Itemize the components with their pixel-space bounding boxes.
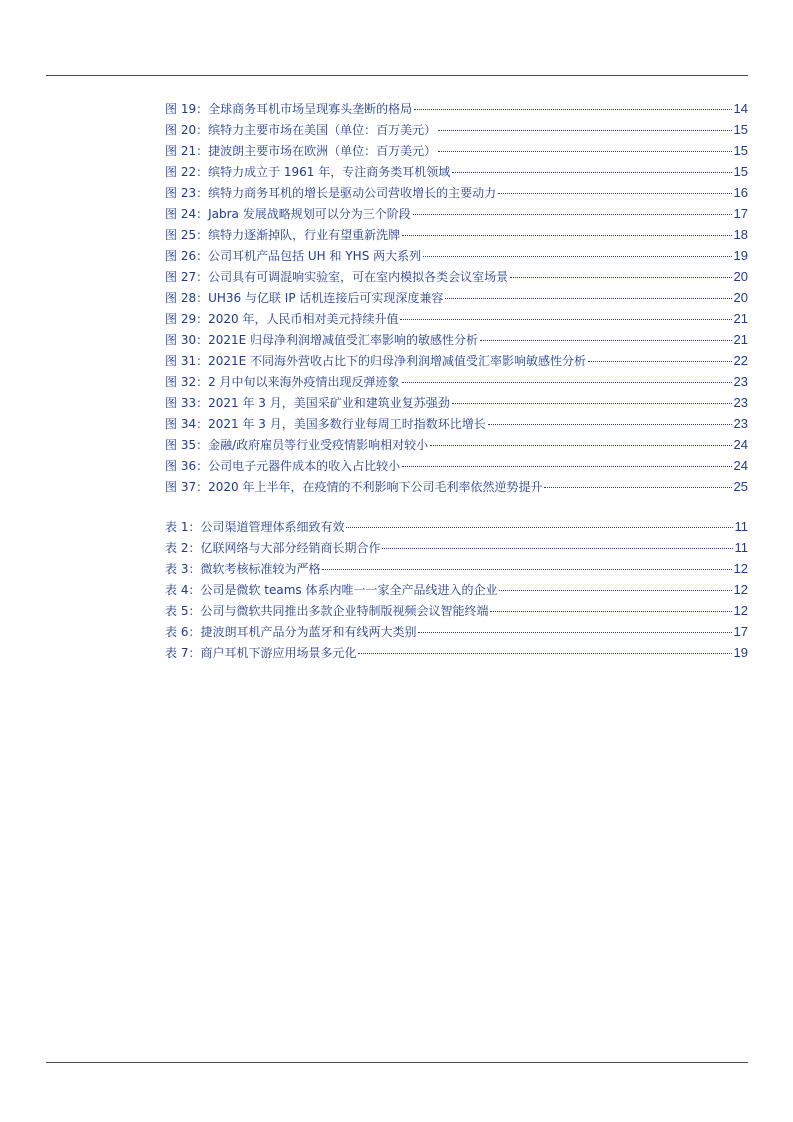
dot-leader xyxy=(445,298,731,299)
figure-page-number: 14 xyxy=(733,101,748,116)
table-title: 表 4：公司是微软 teams 体系内唯一一家全产品线进入的企业 xyxy=(165,583,498,597)
table-page-number: 12 xyxy=(733,561,748,576)
dot-leader xyxy=(413,214,732,215)
table-title: 表 3：微软考核标准较为严格 xyxy=(165,562,321,576)
dot-leader xyxy=(488,424,732,425)
table-title: 表 5：公司与微软共同推出多款企业特制版视频会议智能终端 xyxy=(165,604,489,618)
figure-entry[interactable] xyxy=(165,329,748,350)
figure-title: 图 32：2 月中旬以来海外疫情出现反弹迹象 xyxy=(165,375,400,389)
figure-title: 图 29：2020 年，人民币相对美元持续升值 xyxy=(165,312,399,326)
dot-leader xyxy=(423,256,731,257)
dot-leader xyxy=(588,361,732,362)
figure-title: 图 36：公司电子元器件成本的收入占比较小 xyxy=(165,459,401,473)
figure-page-number: 15 xyxy=(733,122,748,137)
table-title: 表 6：捷波朗耳机产品分为蓝牙和有线两大类别 xyxy=(165,625,417,639)
figure-entry[interactable] xyxy=(165,98,748,119)
figure-entry[interactable] xyxy=(165,140,748,161)
figure-entry[interactable] xyxy=(165,287,748,308)
dot-leader xyxy=(498,193,731,194)
table-list xyxy=(165,516,748,663)
figure-entry[interactable] xyxy=(165,245,748,266)
figure-page-number: 19 xyxy=(733,248,748,263)
figure-page-number: 15 xyxy=(733,143,748,158)
dot-leader xyxy=(400,319,731,320)
figure-entry[interactable] xyxy=(165,455,748,476)
figure-entry[interactable] xyxy=(165,350,748,371)
figure-title: 图 31：2021E 不同海外营收占比下的归母净利润增减值受汇率影响敏感性分析 xyxy=(165,354,587,368)
table-entry[interactable] xyxy=(165,621,748,642)
dot-leader xyxy=(544,487,731,488)
table-entry[interactable] xyxy=(165,558,748,579)
table-page-number: 19 xyxy=(733,645,748,660)
table-page-number: 12 xyxy=(733,603,748,618)
figure-page-number: 23 xyxy=(733,416,748,431)
footer-rule xyxy=(46,1062,748,1063)
table-page-number: 11 xyxy=(734,519,748,534)
figure-title: 图 19：全球商务耳机市场呈现寡头垄断的格局 xyxy=(165,102,413,116)
dot-leader xyxy=(430,445,731,446)
figure-entry[interactable] xyxy=(165,392,748,413)
figure-page-number: 23 xyxy=(733,395,748,410)
figure-page-number: 18 xyxy=(733,227,748,242)
table-title: 表 7：商户耳机下游应用场景多元化 xyxy=(165,646,357,660)
dot-leader xyxy=(499,590,731,591)
table-entry[interactable] xyxy=(165,642,748,663)
dot-leader xyxy=(452,403,732,404)
figure-title: 图 23：缤特力商务耳机的增长是驱动公司营收增长的主要动力 xyxy=(165,186,497,200)
table-entry[interactable] xyxy=(165,579,748,600)
figure-title: 图 33：2021 年 3 月，美国采矿业和建筑业复苏强劲 xyxy=(165,396,450,410)
table-entry[interactable] xyxy=(165,516,748,537)
figure-title: 图 26：公司耳机产品包括 UH 和 YHS 两大系列 xyxy=(165,249,422,263)
table-title: 表 2：亿联网络与大部分经销商长期合作 xyxy=(165,541,381,555)
dot-leader xyxy=(346,527,732,528)
dot-leader xyxy=(402,235,731,236)
figure-entry[interactable] xyxy=(165,476,748,497)
dot-leader xyxy=(382,548,732,549)
figure-page-number: 22 xyxy=(733,353,748,368)
figure-page-number: 20 xyxy=(733,269,748,284)
table-page-number: 12 xyxy=(733,582,748,597)
figure-page-number: 24 xyxy=(733,437,748,452)
figure-title: 图 21：捷波朗主要市场在欧洲（单位：百万美元） xyxy=(165,144,437,158)
figure-entry[interactable] xyxy=(165,413,748,434)
figure-page-number: 17 xyxy=(733,206,748,221)
figure-entry[interactable] xyxy=(165,434,748,455)
figure-page-number: 25 xyxy=(733,479,748,494)
table-entry[interactable] xyxy=(165,537,748,558)
dot-leader xyxy=(402,466,731,467)
dot-leader xyxy=(480,340,732,341)
figure-title: 图 35：金融/政府雇员等行业受疫情影响相对较小 xyxy=(165,438,429,452)
dot-leader xyxy=(438,151,731,152)
dot-leader xyxy=(414,109,731,110)
dot-leader xyxy=(358,653,731,654)
figure-entry[interactable] xyxy=(165,119,748,140)
figure-title: 图 34：2021 年 3 月，美国多数行业每周工时指数环比增长 xyxy=(165,417,486,431)
figure-title: 图 37：2020 年上半年，在疫情的不利影响下公司毛利率依然逆势提升 xyxy=(165,480,543,494)
figure-entry[interactable] xyxy=(165,308,748,329)
table-page-number: 17 xyxy=(733,624,748,639)
figure-entry[interactable] xyxy=(165,182,748,203)
dot-leader xyxy=(402,382,732,383)
figure-entry[interactable] xyxy=(165,224,748,245)
figure-entry[interactable] xyxy=(165,266,748,287)
figure-title: 图 24：Jabra 发展战略规划可以分为三个阶段 xyxy=(165,207,411,221)
dot-leader xyxy=(452,172,731,173)
table-page-number: 11 xyxy=(734,540,748,555)
figure-page-number: 16 xyxy=(733,185,748,200)
figure-title: 图 30：2021E 归母净利润增减值受汇率影响的敏感性分析 xyxy=(165,333,479,347)
figure-page-number: 21 xyxy=(733,332,748,347)
figure-page-number: 23 xyxy=(733,374,748,389)
figure-title: 图 27：公司具有可调混响实验室，可在室内模拟各类会议室场景 xyxy=(165,270,509,284)
dot-leader xyxy=(490,611,731,612)
table-entry[interactable] xyxy=(165,600,748,621)
figure-title: 图 25：缤特力逐渐掉队，行业有望重新洗牌 xyxy=(165,228,401,242)
figure-entry[interactable] xyxy=(165,203,748,224)
figure-page-number: 24 xyxy=(733,458,748,473)
header-rule xyxy=(46,75,748,76)
figure-title: 图 22：缤特力成立于 1961 年，专注商务类耳机领域 xyxy=(165,165,451,179)
dot-leader xyxy=(322,569,731,570)
figure-page-number: 21 xyxy=(733,311,748,326)
figure-page-number: 15 xyxy=(733,164,748,179)
dot-leader xyxy=(418,632,731,633)
figure-entry[interactable] xyxy=(165,161,748,182)
figure-title: 图 20：缤特力主要市场在美国（单位：百万美元） xyxy=(165,123,437,137)
dot-leader xyxy=(510,277,731,278)
figure-entry[interactable] xyxy=(165,371,748,392)
table-title: 表 1：公司渠道管理体系细致有效 xyxy=(165,520,345,534)
figure-list xyxy=(165,98,748,497)
figure-title: 图 28：UH36 与亿联 IP 话机连接后可实现深度兼容 xyxy=(165,291,444,305)
figure-page-number: 20 xyxy=(733,290,748,305)
dot-leader xyxy=(438,130,731,131)
